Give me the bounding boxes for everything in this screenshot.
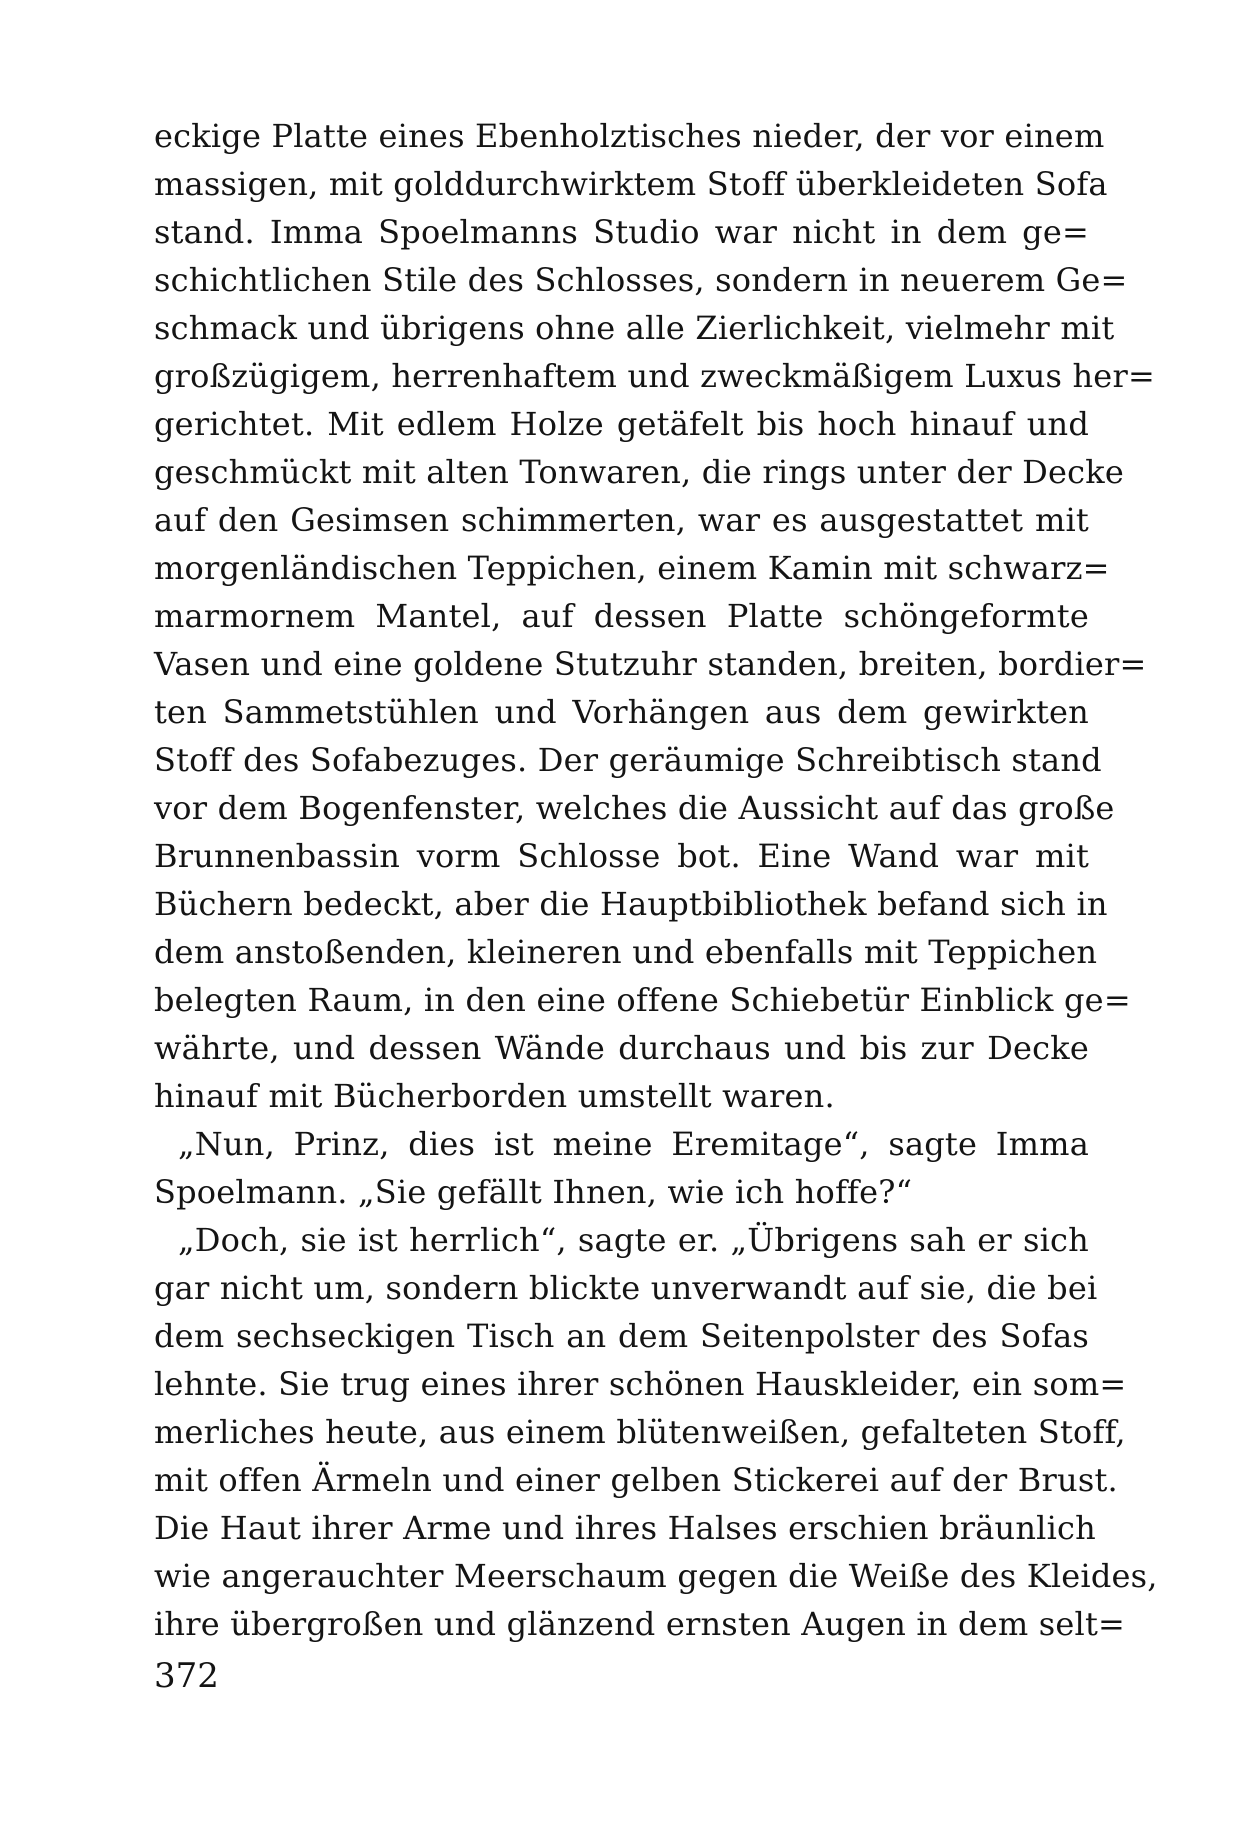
text-line: schichtlichen Stile des Schlosses, sondern in neuerem Ge= [154,261,1128,299]
text-line: „Doch, sie ist herrlich“, sagte er. „Übrigens sah er sich [178,1221,1089,1259]
text-line: Vasen und eine goldene Stutzuhr standen, breiten, bordier= [154,645,1147,683]
text-line: gerichtet. Mit edlem Holze getäfelt bis hoch hinauf und [154,405,1089,443]
text-line: mit offen Ärmeln und einer gelben Stickerei auf der Brust. [154,1461,1118,1499]
text-line: schmack und übrigens ohne alle Zierlichkeit, vielmehr mit [154,309,1115,347]
text-line: Die Haut ihrer Arme und ihres Halses erschien bräunlich [154,1509,1096,1547]
text-line: geschmückt mit alten Tonwaren, die rings unter der Decke [154,453,1125,491]
text-line: Spoelmann. „Sie gefällt Ihnen, wie ich hoffe?“ [154,1173,913,1211]
text-line: vor dem Bogenfenster, welches die Aussicht auf das große [154,789,1115,827]
text-line: dem sechseckigen Tisch an dem Seitenpolster des Sofas [154,1317,1089,1355]
text-line: Stoff des Sofabezuges. Der geräumige Schreibtisch stand [154,741,1102,779]
text-line: eckige Platte eines Ebenholztisches nieder, der vor einem [154,117,1105,155]
text-line: marmornem Mantel, auf dessen Platte schöngeformte [154,597,1089,635]
text-line: belegten Raum, in den eine offene Schiebetür Einblick ge= [154,981,1131,1019]
text-line: „Nun, Prinz, dies ist meine Eremitage“, sagte Imma [178,1125,1089,1163]
text-line: stand. Imma Spoelmanns Studio war nicht in dem ge= [154,213,1089,251]
body-text [154,112,1158,1648]
text-line: gar nicht um, sondern blickte unverwandt auf sie, die bei [154,1269,1098,1307]
text-line: ten Sammetstühlen und Vorhängen aus dem gewirkten [154,693,1089,731]
text-line: auf den Gesimsen schimmerten, war es ausgestattet mit [154,501,1089,539]
text-line: währte, und dessen Wände durchaus und bis zur Decke [154,1029,1089,1067]
text-line: merliches heute, aus einem blütenweißen, gefalteten Stoff, [154,1413,1126,1451]
text-line: morgenländischen Teppichen, einem Kamin mit schwarz= [154,549,1110,587]
text-line: hinauf mit Bücherborden umstellt waren. [154,1077,835,1115]
text-line: großzügigem, herrenhaftem und zweckmäßigem Luxus her= [154,357,1155,395]
text-line: wie angerauchter Meerschaum gegen die Weiße des Kleides, [154,1557,1158,1595]
text-line: ihre übergroßen und glänzend ernsten Augen in dem selt= [154,1605,1126,1643]
text-line: massigen, mit golddurchwirktem Stoff überkleideten Sofa [154,165,1108,203]
text-line: Büchern bedeckt, aber die Hauptbibliothek befand sich in [154,885,1108,923]
text-line: lehnte. Sie trug eines ihrer schönen Hauskleider, ein som= [154,1365,1127,1403]
page-number: 372 [154,1656,219,1696]
text-line: dem anstoßenden, kleineren und ebenfalls mit Teppichen [154,933,1098,971]
text-line: Brunnenbassin vorm Schlosse bot. Eine Wand war mit [154,837,1089,875]
